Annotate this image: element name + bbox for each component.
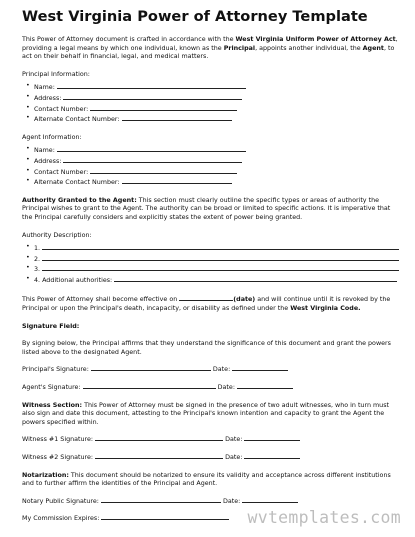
intro-text-3: , appoints another individual, the [255,44,363,52]
witness-text: This Power of Attorney must be signed in the presence of two adult witnesses, who in turn must also sign and date this document, attesting to the Principal's known intention and capacity to grant the Agent the powers specified within. [22,401,389,426]
notary-date-field[interactable] [242,496,298,503]
authority-item-4 [34,275,400,286]
notary-signature-row [22,496,400,507]
field-label: Contact Number: [34,168,89,176]
principal-alt-contact-row [34,114,400,125]
authority-item-3-field[interactable] [42,264,399,271]
date-label: Date: [212,366,231,374]
principal-contact-row [34,104,400,115]
effective-text-2: and will continue until it is revoked by the Principal or upon the Principal's death, incapacity, or disability as defined under the [22,296,391,313]
principal-name-field[interactable] [57,82,246,89]
agent-signature-row [22,382,400,393]
witness-2-row [22,452,400,463]
date-label: Date: [222,497,241,505]
commission-expires-field[interactable] [101,513,229,520]
effective-text-1: This Power of Attorney shall become effective on [22,296,180,304]
signature-field-heading: Signature Field: [22,322,80,330]
notary-signature-field[interactable] [101,496,221,503]
intro-principal-term: Principal [223,44,256,52]
field-label: Name: [34,147,55,155]
witness-2-label: Witness #2 Signature: [22,454,94,461]
witness-paragraph [22,402,400,428]
date-label: Date: [225,436,243,444]
item-number: 3. [34,266,41,274]
field-label: Address: [34,157,62,165]
authority-item-3 [34,264,400,275]
effective-paragraph [22,294,400,313]
agent-alt-contact-field[interactable] [122,177,232,184]
effective-date-field[interactable] [179,294,233,301]
witness-1-label: Witness #1 Signature: [22,436,94,444]
commission-expires-label: My Commission Expires: [22,515,100,523]
agent-alt-contact-row [34,177,400,188]
notarization-heading: Notarization: [22,471,69,479]
intro-text-2: , providing a legal means by which one individual, known as the [22,36,398,52]
date-label: Date: [217,384,235,392]
field-label: Alternate Contact Number: [34,179,120,187]
agent-contact-field[interactable] [90,167,237,174]
authority-text: This section must clearly outline the specific types or areas of authority the Principal wishes to grant to the Agent. The authority can be broad or limited to specific actions. It is imperative that the Principal carefully considers and explicitly states the extent of power being granted. [22,196,391,221]
witness-2-date-field[interactable] [244,452,300,459]
agent-date-field[interactable] [237,382,293,389]
principal-signature-field[interactable] [91,364,211,371]
principal-contact-field[interactable] [90,104,237,111]
witness-1-signature-field[interactable] [95,434,223,441]
witness-2-signature-field[interactable] [95,452,223,459]
field-label: Address: [34,94,62,102]
field-label: Contact Number: [34,105,89,113]
agent-name-field[interactable] [57,145,246,152]
witness-1-date-field[interactable] [244,434,300,441]
intro-agent-term: Agent [362,44,384,52]
authority-item-2 [34,254,400,265]
agent-address-row [34,156,400,167]
agent-info-list [22,145,400,187]
principal-info-heading: Principal Information: [22,70,90,78]
witness-1-row [22,434,400,445]
principal-date-field[interactable] [232,364,288,371]
item-number: 4. Additional authorities: [34,276,113,284]
principal-signature-row [22,364,400,375]
watermark-logo: wvtemplates.com [247,508,401,527]
principal-alt-contact-field[interactable] [122,114,232,121]
additional-authorities-field[interactable] [114,275,397,282]
agent-signature-label: Agent's Signature: [22,384,81,392]
intro-text-4: , to act on their behalf in financial, legal, and medical matters. [22,44,395,61]
wv-code-term: West Virginia Code. [290,305,361,313]
signature-field-text: By signing below, the Principal affirms that they understand the significance of this document and grant the powers listed above to the designated Agent. [22,340,391,356]
field-label: Alternate Contact Number: [34,116,120,124]
authority-description-heading: Authority Description: [22,231,92,239]
notary-signature-label: Notary Public Signature: [22,497,99,505]
intro-paragraph [22,36,400,62]
agent-info-heading: Agent Information: [22,133,82,141]
notarization-paragraph [22,472,400,489]
item-number: 1. [34,245,41,253]
agent-name-row [34,145,400,156]
intro-act-name: West Virginia Uniform Power of Attorney Act [235,36,396,43]
field-label: Name: [34,84,55,92]
document-title: West Virginia Power of Attorney Template [22,8,368,25]
agent-address-field[interactable] [63,156,242,163]
authority-item-2-field[interactable] [42,254,399,261]
witness-heading: Witness Section: [22,401,83,409]
document-page [22,8,400,524]
principal-name-row [34,82,400,93]
authority-paragraph [22,197,400,223]
authority-heading: Authority Granted to the Agent: [22,196,137,204]
principal-address-field[interactable] [63,93,242,100]
agent-signature-field[interactable] [83,382,216,389]
principal-signature-label: Principal's Signature: [22,366,89,374]
principal-info-list [22,82,400,124]
intro-text-1: This Power of Attorney document is crafted in accordance with the [22,36,236,43]
agent-contact-row [34,167,400,178]
principal-address-row [34,93,400,104]
item-number: 2. [34,255,41,263]
effective-date-label: (date) [233,296,256,304]
authority-item-1 [34,243,400,254]
authority-description-list [22,243,400,285]
date-label: Date: [225,454,243,461]
notarization-text: This document should be notarized to ensure its validity and acceptance across different institutions and to further affirm the identities of the Principal and Agent. [22,471,391,488]
authority-item-1-field[interactable] [42,243,399,250]
